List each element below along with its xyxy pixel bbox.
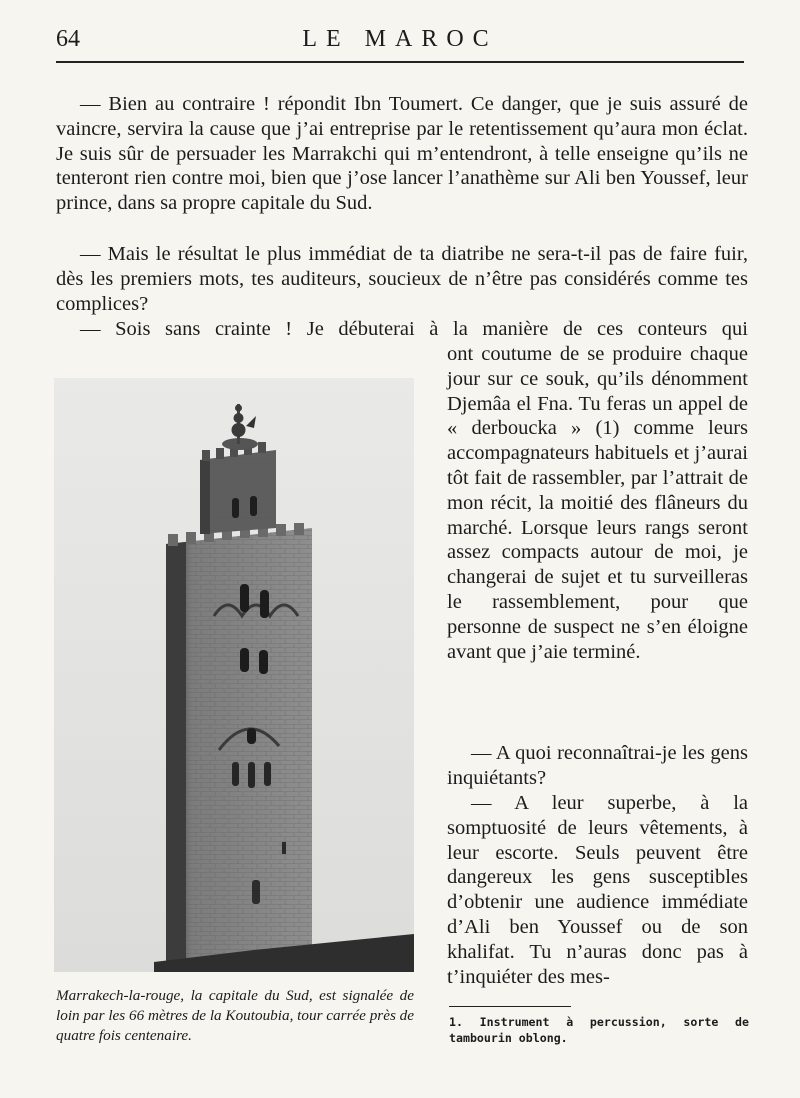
page-header [56,26,744,62]
paragraph-5: — A leur superbe, à la somptuosité de leurs vêtements, à leur escorte. Seuls peuvent être dangereux les gens susceptibles d’obtenir une audience immédiate d’Ali ben Youssef ou de son khalifat. Tu n’auras donc pas à t’inquiéter des mes- [447,792,748,988]
paragraph-4: — A quoi reconnaîtrai-je les gens inquiétants? [447,742,748,789]
page-number: 64 [56,26,80,52]
paragraph-2: — Mais le résultat le plus immédiat de ta diatribe ne sera-t-il pas de faire fuir, dès les premiers mots, tes auditeurs, soucieux de n’être pas considérés comme tes complices? [56,243,748,315]
paragraph-3-continued: ont coutume de se produire chaque jour sur ce souk, qu’ils dénomment Djemâa el Fna. Tu feras un appel de « derboucka » (1) comme leurs accompagnateurs habituels et j’aurai tôt fait de rassembler, par l’attrait de mon récit, la moitié des flâneurs du marché. Lorsque leurs rangs seront assez compacts autour de moi, je changerai de sujet et tu surveilleras le rassemblement, pour que personne de suspect ne s’en éloigne avant que j’aie terminé. [447,343,748,663]
koutoubia-photo [54,378,414,972]
footnote: 1. Instrument à percussion, sorte de tambourin oblong. [449,1015,749,1045]
figure-caption: Marrakech-la-rouge, la capitale du Sud, est signalée de loin par les 66 mètres de la Koutoubia, tour carrée près de quatre fois centenaire. [56,987,414,1044]
footnote-rule [449,1006,571,1007]
paragraph-3-first-line: — Sois sans crainte ! Je débuterai à la manière de ces conteurs qui [80,318,748,340]
header-rule [56,61,744,63]
running-title: LE MAROC [302,26,498,52]
paragraph-1: — Bien au contraire ! répondit Ibn Toumert. Ce danger, que je suis assuré de vaincre, servira la cause que j’ai entreprise par le retentissement qu’aura mon éclat. Je suis sûr de persuader les Marrakchi qui m’entendront, à telle enseigne qu’ils ne tenteront rien contre moi, bien que j’ose lancer l’anathème sur Ali ben Youssef, leur prince, dans sa propre capitale du Sud. [56,93,748,215]
